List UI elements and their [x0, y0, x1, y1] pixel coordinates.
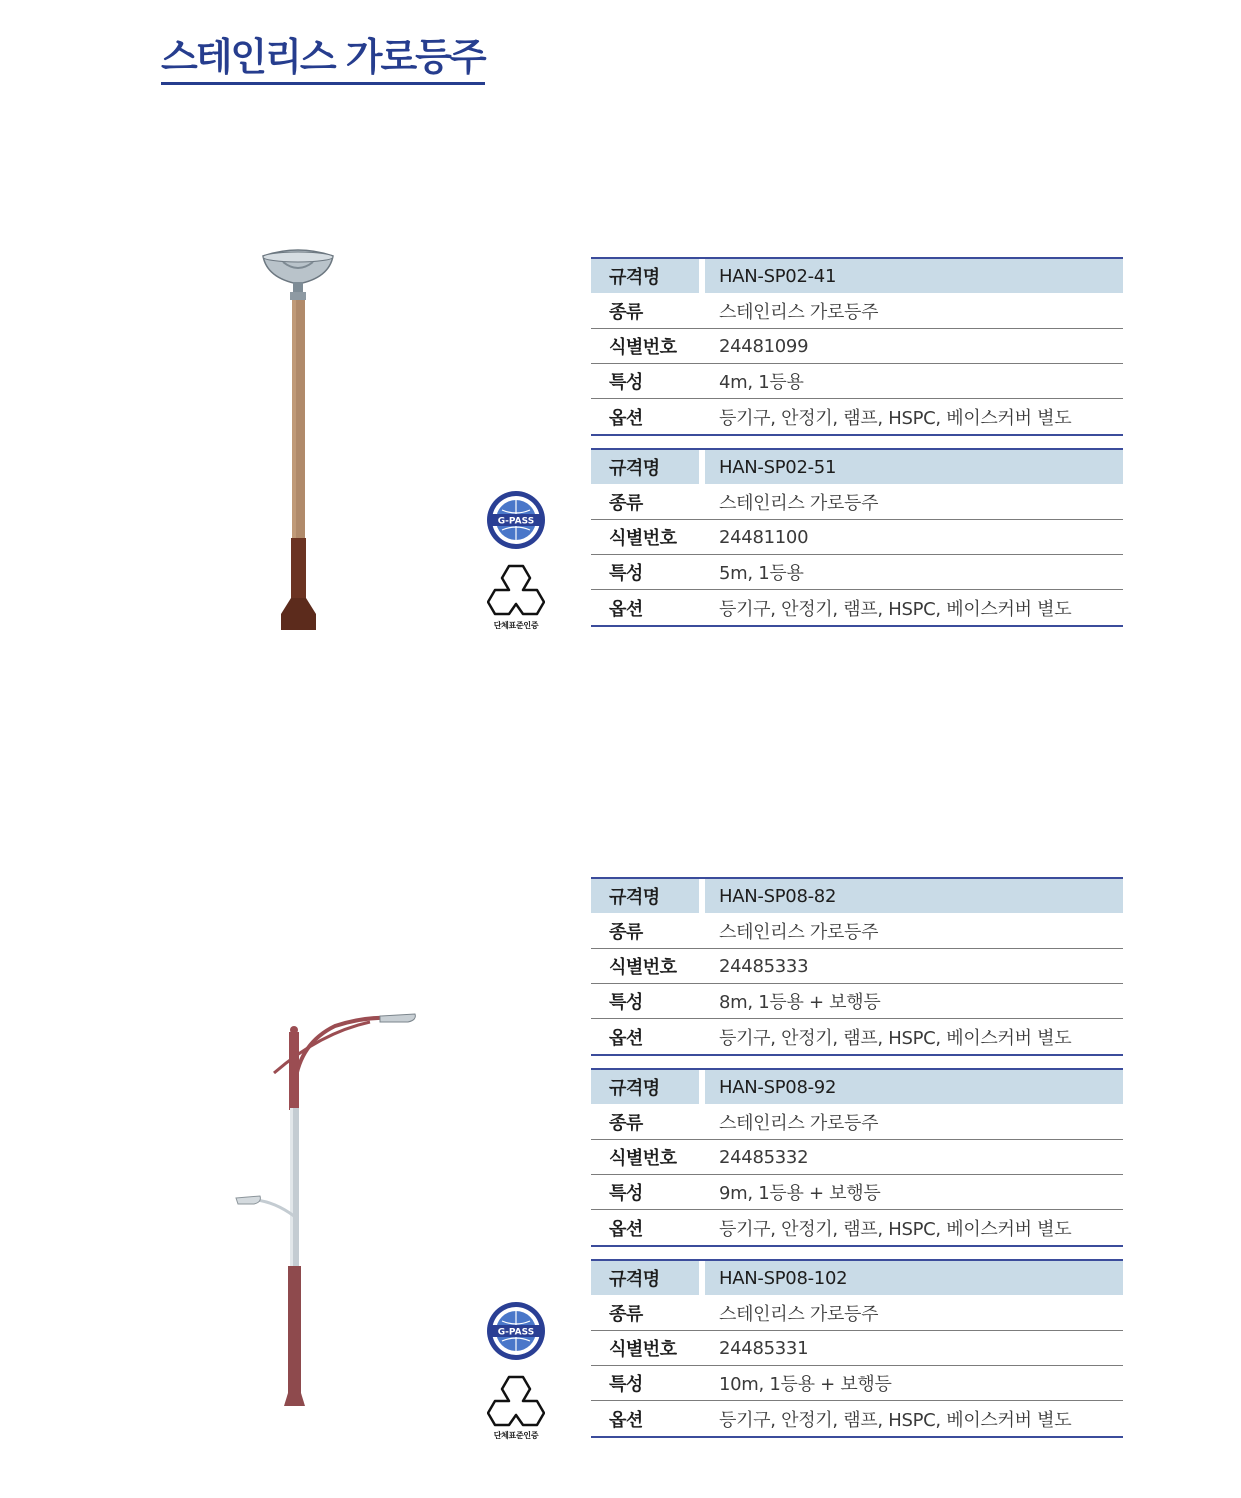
value-type: 스테인리스 가로등주	[719, 1304, 879, 1325]
spec-row-feature	[591, 364, 1123, 399]
spec-row-feature	[591, 984, 1123, 1019]
spec-row-name	[591, 1259, 1123, 1296]
value-feature: 8m, 1등용 + 보행등	[719, 992, 881, 1013]
value-name: HAN-SP08-102	[705, 1261, 1123, 1295]
gpass-icon	[486, 1301, 546, 1361]
spec-row-name	[591, 448, 1123, 485]
spec-row-feature	[591, 1175, 1123, 1210]
label-id: 식별번호	[609, 1339, 677, 1360]
spec-table-group-1	[591, 257, 1123, 639]
value-name: HAN-SP08-92	[705, 1070, 1123, 1104]
spec-block	[591, 877, 1123, 1056]
label-id: 식별번호	[609, 957, 677, 978]
value-id: 24485333	[719, 955, 809, 977]
spec-row-option	[591, 1019, 1123, 1054]
value-id: 24485332	[719, 1146, 809, 1168]
value-id: 24481100	[719, 526, 809, 548]
spec-row-option	[591, 1210, 1123, 1245]
label-name: 규격명	[591, 1070, 699, 1104]
value-option: 등기구, 안정기, 램프, HSPC, 베이스커버 별도	[719, 407, 1072, 429]
spec-row-id	[591, 1331, 1123, 1366]
value-name: HAN-SP02-41	[705, 259, 1123, 293]
label-option: 옵션	[609, 407, 643, 429]
spec-table-group-2	[591, 877, 1123, 1450]
label-feature: 특성	[609, 992, 643, 1013]
spec-row-option	[591, 590, 1123, 625]
spec-row-id	[591, 949, 1123, 984]
spec-row-id	[591, 329, 1123, 364]
label-name: 규격명	[591, 259, 699, 293]
group-standard-cert-icon	[487, 1375, 545, 1429]
value-feature: 5m, 1등용	[719, 563, 804, 584]
label-name: 규격명	[591, 879, 699, 913]
spec-row-type	[591, 1296, 1123, 1331]
label-option: 옵션	[609, 1409, 643, 1431]
label-option: 옵션	[609, 598, 643, 620]
label-feature: 특성	[609, 1374, 643, 1395]
gpass-label: G-PASS	[497, 516, 535, 527]
value-option: 등기구, 안정기, 램프, HSPC, 베이스커버 별도	[719, 1409, 1072, 1431]
label-type: 종류	[609, 922, 643, 943]
value-type: 스테인리스 가로등주	[719, 493, 879, 514]
label-type: 종류	[609, 493, 643, 514]
value-type: 스테인리스 가로등주	[719, 1113, 879, 1134]
spec-row-name	[591, 257, 1123, 294]
label-feature: 특성	[609, 372, 643, 393]
value-id: 24485331	[719, 1337, 809, 1359]
street-lamp-pole-image-2	[230, 1008, 425, 1413]
gpass-icon	[486, 490, 546, 550]
value-option: 등기구, 안정기, 램프, HSPC, 베이스커버 별도	[719, 598, 1072, 620]
label-name: 규격명	[591, 450, 699, 484]
gpass-label: G-PASS	[497, 1327, 535, 1338]
spec-block	[591, 1259, 1123, 1438]
label-type: 종류	[609, 1113, 643, 1134]
label-option: 옵션	[609, 1027, 643, 1049]
value-option: 등기구, 안정기, 램프, HSPC, 베이스커버 별도	[719, 1218, 1072, 1240]
cert-caption: 단체표준인증	[493, 1431, 539, 1440]
cert-caption: 단체표준인증	[493, 621, 539, 630]
value-feature: 9m, 1등용 + 보행등	[719, 1183, 881, 1204]
value-id: 24481099	[719, 335, 809, 357]
value-name: HAN-SP02-51	[705, 450, 1123, 484]
spec-block	[591, 257, 1123, 436]
label-option: 옵션	[609, 1218, 643, 1240]
value-name: HAN-SP08-82	[705, 879, 1123, 913]
spec-row-feature	[591, 555, 1123, 590]
spec-block	[591, 448, 1123, 627]
value-option: 등기구, 안정기, 램프, HSPC, 베이스커버 별도	[719, 1027, 1072, 1049]
label-type: 종류	[609, 302, 643, 323]
street-lamp-pole-image-1	[255, 248, 345, 633]
value-feature: 10m, 1등용 + 보행등	[719, 1374, 892, 1395]
value-feature: 4m, 1등용	[719, 372, 804, 393]
spec-row-feature	[591, 1366, 1123, 1401]
spec-row-option	[591, 399, 1123, 434]
label-name: 규격명	[591, 1261, 699, 1295]
value-type: 스테인리스 가로등주	[719, 922, 879, 943]
page-title: 스테인리스 가로등주	[161, 32, 485, 85]
label-id: 식별번호	[609, 528, 677, 549]
spec-row-id	[591, 1140, 1123, 1175]
group-standard-cert-icon	[487, 564, 545, 618]
label-type: 종류	[609, 1304, 643, 1325]
spec-row-name	[591, 877, 1123, 914]
spec-row-type	[591, 914, 1123, 949]
spec-block	[591, 1068, 1123, 1247]
label-id: 식별번호	[609, 337, 677, 358]
label-id: 식별번호	[609, 1148, 677, 1169]
value-type: 스테인리스 가로등주	[719, 302, 879, 323]
spec-row-type	[591, 1105, 1123, 1140]
spec-row-type	[591, 485, 1123, 520]
label-feature: 특성	[609, 563, 643, 584]
spec-row-name	[591, 1068, 1123, 1105]
spec-row-type	[591, 294, 1123, 329]
spec-row-id	[591, 520, 1123, 555]
label-feature: 특성	[609, 1183, 643, 1204]
spec-row-option	[591, 1401, 1123, 1436]
